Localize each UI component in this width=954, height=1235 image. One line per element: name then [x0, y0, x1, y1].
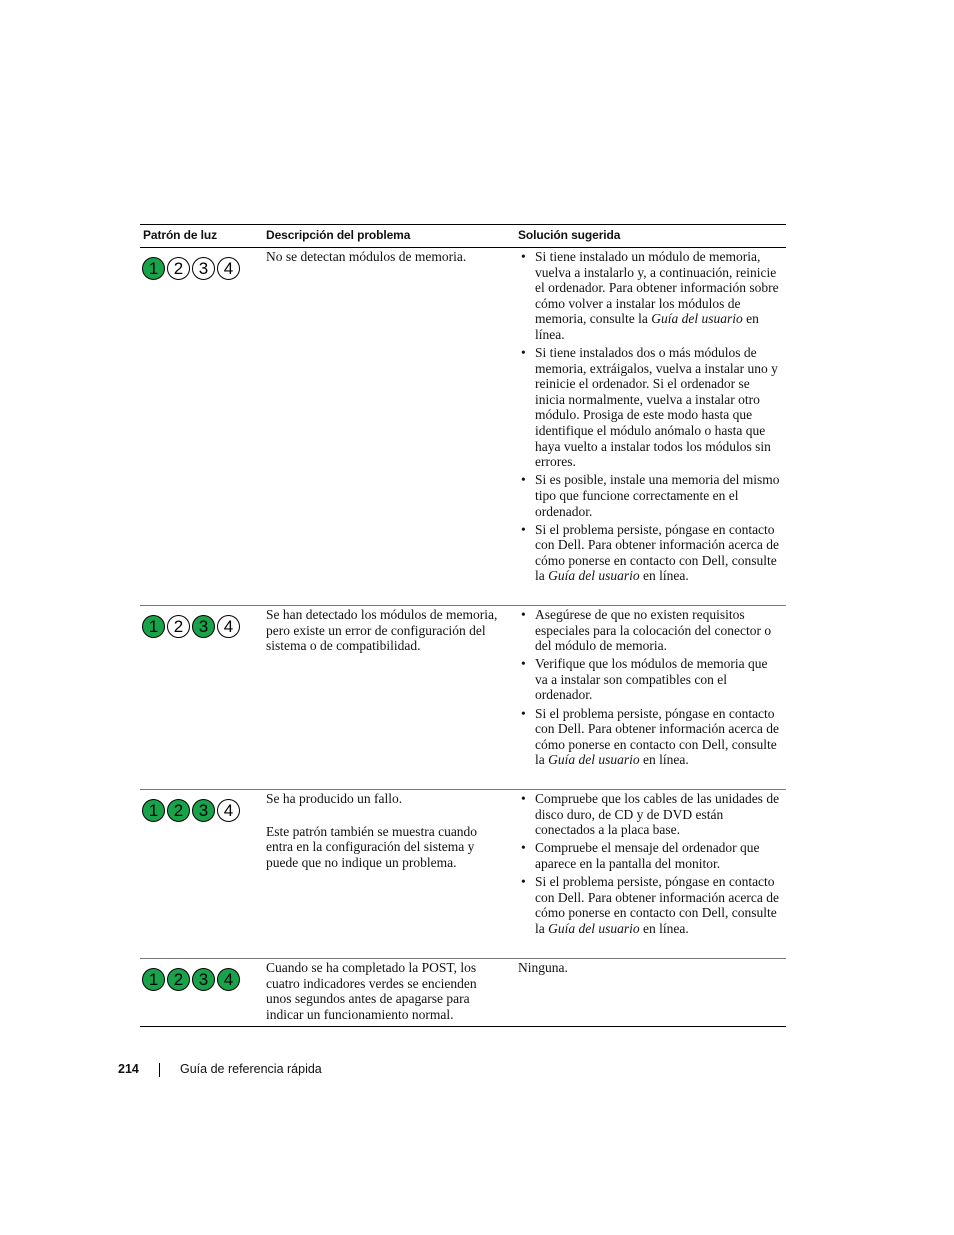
page-number: 214 [118, 1062, 139, 1076]
light-1-icon: 1 [142, 257, 165, 280]
solution-item: • Verifique que los módulos de memoria que va a instalar son compatibles con el ordenador. [518, 656, 783, 703]
light-4-icon: 4 [217, 615, 240, 638]
suggested-solution [518, 249, 783, 586]
solution-item: • Si tiene instalados dos o más módulos de memoria, extráigalos, vuelva a instalar uno y reinicie el ordenador. Si el ordenador se inicia normalmente, vuelva a instalar otro módulo. Prosiga de este modo hasta que identifique el módulo anómalo o hasta que haya vuelto a instalar todos los módulos sin errores. [518, 345, 783, 470]
table-header [140, 224, 786, 248]
suggested-solution [518, 607, 783, 770]
solution-item: • Si el problema persiste, póngase en contacto con Dell. Para obtener información acerca de cómo ponerse en contacto con Dell, consulte la Guía del usuario en línea. [518, 522, 783, 584]
light-2-icon: 2 [167, 968, 190, 991]
header-solution: Solución sugerida [518, 228, 621, 242]
footer-title: Guía de referencia rápida [180, 1062, 322, 1076]
light-1-icon: 1 [142, 968, 165, 991]
solution-item: • Si el problema persiste, póngase en contacto con Dell. Para obtener información acerca de cómo ponerse en contacto con Dell, consulte la Guía del usuario en línea. [518, 706, 783, 768]
description-text: Cuando se ha completado la POST, los cuatro indicadores verdes se encienden unos segundos antes de apagarse para indicar un funcionamiento normal. [266, 960, 477, 1022]
solution-item: • Asegúrese de que no existen requisitos especiales para la colocación del conector o del módulo de memoria. [518, 607, 783, 654]
problem-description [266, 249, 504, 265]
light-2-icon: 2 [167, 799, 190, 822]
table-row [140, 606, 786, 790]
light-3-icon: 3 [192, 257, 215, 280]
table-row [140, 790, 786, 959]
solution-item: • Si tiene instalado un módulo de memoria, vuelva a instalarlo y, a continuación, reinicie el ordenador. Para obtener información sobre cómo volver a instalar los módulos de memoria, consulte la Guía del usuario en línea. [518, 249, 783, 343]
light-4-icon: 4 [217, 257, 240, 280]
solution-item: • Compruebe el mensaje del ordenador que aparece en la pantalla del monitor. [518, 840, 783, 871]
description-text: Este patrón también se muestra cuando entra en la configuración del sistema y puede que no indique un problema. [266, 823, 478, 870]
header-description: Descripción del problema [266, 228, 411, 242]
description-text: No se detectan módulos de memoria. [266, 249, 467, 264]
table-row [140, 959, 786, 1027]
problem-description [266, 791, 504, 870]
light-1-icon: 1 [142, 615, 165, 638]
light-1-icon: 1 [142, 799, 165, 822]
solution-text: Ninguna. [518, 960, 568, 975]
light-pattern [142, 257, 240, 280]
solution-item: • Compruebe que los cables de las unidades de disco duro, de CD y de DVD están conectados a la placa base. [518, 791, 783, 838]
description-text: Se ha producido un fallo. [266, 791, 403, 806]
solution-item: • Si es posible, instale una memoria del mismo tipo que funcione correctamente en el ordenador. [518, 472, 783, 519]
problem-description [266, 607, 504, 654]
problem-description [266, 960, 504, 1022]
diagnostic-lights-table [140, 224, 786, 1027]
table-row [140, 248, 786, 606]
header-pattern: Patrón de luz [143, 228, 218, 242]
light-3-icon: 3 [192, 615, 215, 638]
suggested-solution [518, 791, 783, 939]
light-3-icon: 3 [192, 968, 215, 991]
footer-divider [159, 1063, 160, 1077]
suggested-solution [518, 960, 783, 976]
light-4-icon: 4 [217, 799, 240, 822]
light-pattern [142, 799, 240, 822]
light-2-icon: 2 [167, 257, 190, 280]
light-pattern [142, 615, 240, 638]
light-2-icon: 2 [167, 615, 190, 638]
description-text: Se han detectado los módulos de memoria, pero existe un error de configuración del sistema o de compatibilidad. [266, 607, 498, 654]
light-pattern [142, 968, 240, 991]
light-3-icon: 3 [192, 799, 215, 822]
light-4-icon: 4 [217, 968, 240, 991]
solution-item: • Si el problema persiste, póngase en contacto con Dell. Para obtener información acerca de cómo ponerse en contacto con Dell, consulte la Guía del usuario en línea. [518, 874, 783, 936]
